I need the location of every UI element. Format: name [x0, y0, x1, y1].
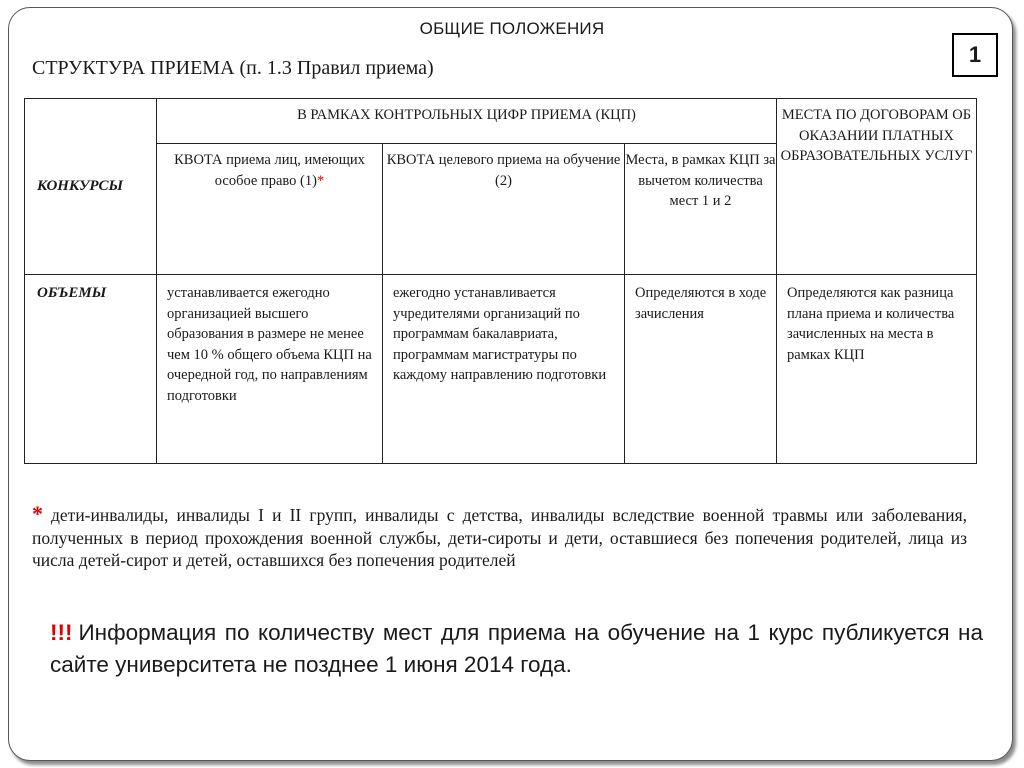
- volume-cell-kcp-remaining: Определяются в ходе зачисления: [625, 275, 777, 464]
- slide-subtitle: СТРУКТУРА ПРИЕМА (п. 1.3 Правил приема): [32, 57, 434, 79]
- row-label-competitions: КОНКУРСЫ: [25, 99, 157, 275]
- page-number-badge: 1: [952, 33, 998, 77]
- quota-target-header: КВОТА целевого приема на обучение (2): [383, 144, 625, 275]
- footnote-asterisk: *: [316, 172, 325, 189]
- footnote-block: [32, 503, 967, 572]
- info-block: [50, 617, 983, 681]
- kcp-header-cell: В РАМКАХ КОНТРОЛЬНЫХ ЦИФР ПРИЕМА (КЦП): [157, 99, 777, 144]
- row-label-volumes: ОБЪЕМЫ: [25, 275, 157, 464]
- quota-special-right-header: [157, 144, 383, 275]
- volume-cell-paid-places: Определяются как разница плана приема и количества зачисленных на места в рамках КЦП: [777, 275, 977, 464]
- footnote-marker: *: [32, 501, 43, 526]
- slide-title: ОБЩИЕ ПОЛОЖЕНИЯ: [419, 19, 605, 38]
- volume-cell-quota-target: ежегодно устанавливается учредителями организаций по программам бакалавриата, программам магистратуры по каждому направлению подготовки: [383, 275, 625, 464]
- admission-structure-table: [24, 98, 977, 464]
- footnote-text: дети-инвалиды, инвалиды I и II групп, инвалиды с детства, инвалиды вследствие военной травмы или заболевания, полученных в период прохождения военной службы, дети-сироты и дети, оставшиеся без попечения родителей, лица из числа детей-сирот и детей, оставшихся без попечения родителей: [32, 505, 967, 570]
- table-row: [25, 275, 977, 464]
- volume-cell-quota-special: устанавливается ежегодно организацией высшего образования в размере не менее чем 10 % общего объема КЦП на очередной год, по направлениям подготовки: [157, 275, 383, 464]
- paid-places-header-cell: МЕСТА ПО ДОГОВОРАМ ОБ ОКАЗАНИИ ПЛАТНЫХ ОБРАЗОВАТЕЛЬНЫХ УСЛУГ: [777, 99, 977, 275]
- info-marker: !!!: [50, 620, 73, 645]
- kcp-remaining-places-header: Места, в рамках КЦП за вычетом количества мест 1 и 2: [625, 144, 777, 275]
- quota-special-right-text: КВОТА приема лиц, имеющих особое право (1): [174, 152, 365, 189]
- table-row: [25, 99, 977, 144]
- info-text: Информация по количеству мест для приема на обучение на 1 курс публикуется на сайте университета не позднее 1 июня 2014 года.: [50, 620, 983, 677]
